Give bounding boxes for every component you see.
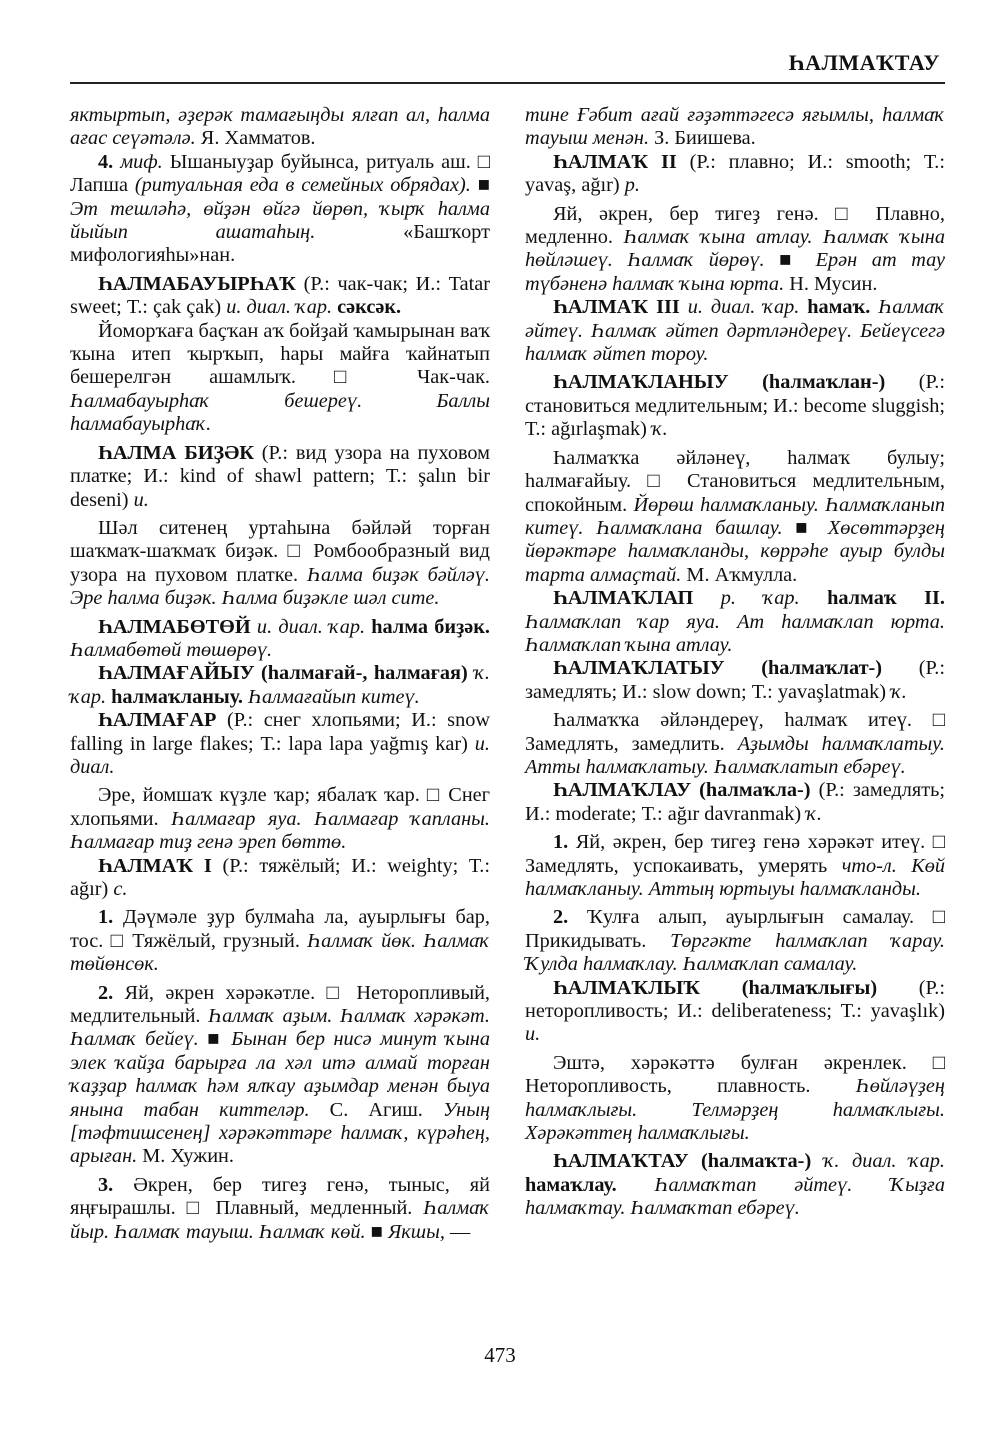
entry-headword: ҺАЛМА БИҘӘК (Р.: вид узора на пуховом платке; И.: kind of shawl pattern; Т.: şalın bir deseni) и.	[70, 441, 490, 511]
entry-headword: ҺАЛМАҠЛАУ (һалмаҡла-) (Р.: замедлять; И.: moderate; Т.: ağır davranmak) ҡ.	[525, 779, 945, 825]
entry-text: Шәл ситенең уртаһына бәйләй торған шаҡмаҡ-шаҡмаҡ биҙәк. □ Ромбообразный вид узора на пуховом платке. Һалма биҙәк бәйләү. Эре һалма биҙәк. Һалма биҙәкле шәл сите.	[70, 516, 491, 610]
entry-text: Яй, әкрен, бер тигеҙ генә. □ Плавно, медленно. Һалмаҡ ҡына атлау. Һалмаҡ ҡына һөйләшеү. Һалмаҡ йөрөү. ■ Ерән ат тау түбәненә һалмаҡ ҡына юрта. Н. Мусин.	[525, 202, 945, 295]
entry-headword: ҺАЛМАҠЛАП р. ҡар. һалмаҡ II. Һалмаҡлап ҡар яуа. Ат һалмаҡлап юрта. Һалмаҡлап ҡына атлау.	[525, 587, 946, 656]
entry-text: тине Ғәбит ағай ғәҙәттәгесә яғымлы, һалмаҡ тауыш менән. З. Биишева.	[525, 104, 945, 150]
entry-text: Йоморҡаға баҫҡан аҡ бойҙай ҡамырынан ваҡ ҡына итеп ҡырҡып, һары майға ҡайнатып бешерелгән ашамлыҡ. □ Чак-чак. Һалмабауырһаҡ бешереү. Баллы һалмабауырһаҡ.	[70, 319, 490, 436]
entry-headword: ҺАЛМАҒАР (Р.: снег хлопьями; И.: snow falling in large flakes; Т.: lapa lapa yağmış kar) и. диал.	[70, 709, 490, 778]
entry-headword: ҺАЛМАБӨТӨЙ и. диал. ҡар. һалма биҙәк. Һалмабөтөй төшөрөү.	[70, 615, 490, 661]
entry-text: 2. Яй, әкрен хәрәкәтле. □ Неторопливый, медлительный. Һалмаҡ аҙым. Һалмаҡ хәрәкәт. Һалмаҡ бейеү. ■ Бынан бер нисә минут ҡына элек ҡайҙа барырға ла хәл итә алмай торған ҡаҙҙар һалмаҡ һәм ялҡау аҙымдар менән быуа янына табан киттеләр. С. Агиш. Уның [тәфтишсенең] хәрәкәттәре һалмаҡ, күрәһең, арыған. М. Хужин.	[70, 981, 491, 1168]
running-head: ҺАЛМАҠТАУ	[788, 50, 940, 75]
entry-text: 2. Ҡулға алып, ауырлығын самалау. □ Прикидывать. Төргәкте һалмаҡлап ҡарау. Ҡулда һалмаҡлау. Һалмаҡлап самалау.	[525, 906, 945, 976]
header-rule	[70, 82, 945, 84]
entry-headword: ҺАЛМАҠ III и. диал. ҡар. һамаҡ. Һалмаҡ әйтеү. Һалмаҡ әйтеп дәртләндереү. Бейеүсегә һалмаҡ әйтеп тороу.	[525, 296, 945, 366]
entry-text: 1. Яй, әкрен, бер тигеҙ генә хәрәкәт итеү. □ Замедлять, успокаивать, умерять что-л. Көй һалмаҡланыу. Аттың юртыуы һалмаҡланды.	[525, 831, 945, 900]
entry-headword: ҺАЛМАҒАЙЫУ (һалмағай-, һалмағая) ҡ. ҡар. һалмаҡланыу. Һалмағайып китеү.	[70, 662, 490, 708]
entry-headword: ҺАЛМАБАУЫРҺАҠ (Р.: чак-чак; И.: Tatar sweet; Т.: çak çak) и. диал. ҡар. сәксәк.	[70, 272, 490, 319]
entry-text: яктыртып, әҙерәк тамағыңды ялғап ал, һалма ағас сеүәтәлә. Я. Хамматов.	[70, 104, 490, 150]
entry-headword: ҺАЛМАҠЛАНЫУ (һалмаҡлан-) (Р.: становиться медлительным; И.: become sluggish; Т.: ağırlaşmak) ҡ.	[525, 371, 945, 441]
entry-headword: ҺАЛМАҠТАУ (һалмаҡта-) ҡ. диал. ҡар. һамаҡлау. Һалмаҡтап әйтеү. Ҡыҙға һалмаҡтау. Һалмаҡтап ебәреү.	[525, 1150, 945, 1220]
entry-text: Һалмаҡҡа әйләндереү, һалмаҡ итеү. □ Замедлять, замедлить. Аҙымды һалмаҡлатыу. Атты һалмаҡлатыу. Һалмаҡлатып ебәреү.	[525, 709, 945, 778]
entry-text: 4. миф. Ышаныуҙар буйынса, ритуаль аш. □ Лапша (ритуальная еда в семейных обрядах). ■ Эт тешләһә, өйҙән өйгә йөрөп, ҡырҡ һалма йыйып ашатаһың. «Башҡорт мифологияһы»нан.	[70, 150, 490, 267]
left-column	[70, 104, 490, 1244]
entry-headword: ҺАЛМАҠ II (Р.: плавно; И.: smooth; Т.: yavaş, ağır) р.	[525, 150, 945, 197]
right-column	[525, 104, 945, 1221]
entry-headword: ҺАЛМАҠЛАТЫУ (һалмаҡлат-) (Р.: замедлять; И.: slow down; Т.: yavaşlatmak) ҡ.	[525, 657, 945, 703]
entry-headword: ҺАЛМАҠ I (Р.: тяжёлый; И.: weighty; Т.: ağır) с.	[70, 854, 490, 900]
entry-text: 3. Әкрен, бер тигеҙ генә, тыныс, яй яңғырашлы. □ Плавный, медленный. Һалмаҡ йыр. Һалмаҡ тауыш. Һалмаҡ көй. ■ Якшы, —	[70, 1173, 490, 1243]
entry-text: Һалмаҡҡа әйләнеү, һалмаҡ булыу; һалмағайыу. □ Становиться медлительным, спокойным. Йөрөш һалмаҡланыу. Һалмаҡланып китеү. Һалмаҡлана башлау. ■ Хөсөттәрҙең йөрәктәре һалмаҡланды, көррәһе ауыр булды тарта алмаҫтай. М. Аҡмулла.	[525, 446, 945, 586]
entry-text: 1. Дәүмәле ҙур булмаһа ла, ауырлығы бар, тос. □ Тяжёлый, грузный. Һалмаҡ йөк. Һалмаҡ төйөнсөк.	[70, 906, 490, 976]
entry-text: Эре, йомшаҡ күҙле ҡар; ябалаҡ ҡар. □ Снег хлопьями. Һалмағар яуа. Һалмағар ҡапланы. Һалмағар тиҙ генә эреп бөттө.	[70, 784, 490, 854]
entry-text: Эштә, хәрәкәттә булған әкренлек. □ Неторопливость, плавность. Һөйләүҙең һалмаҡлығы. Телмәрҙең һалмаҡлығы. Хәрәкәттең һалмаҡлығы.	[525, 1051, 945, 1145]
entry-headword: ҺАЛМАҠЛЫҠ (һалмаҡлығы) (Р.: неторопливость; И.: deliberateness; Т.: yavaşlık) и.	[525, 976, 945, 1046]
page-number: 473	[484, 1343, 516, 1367]
